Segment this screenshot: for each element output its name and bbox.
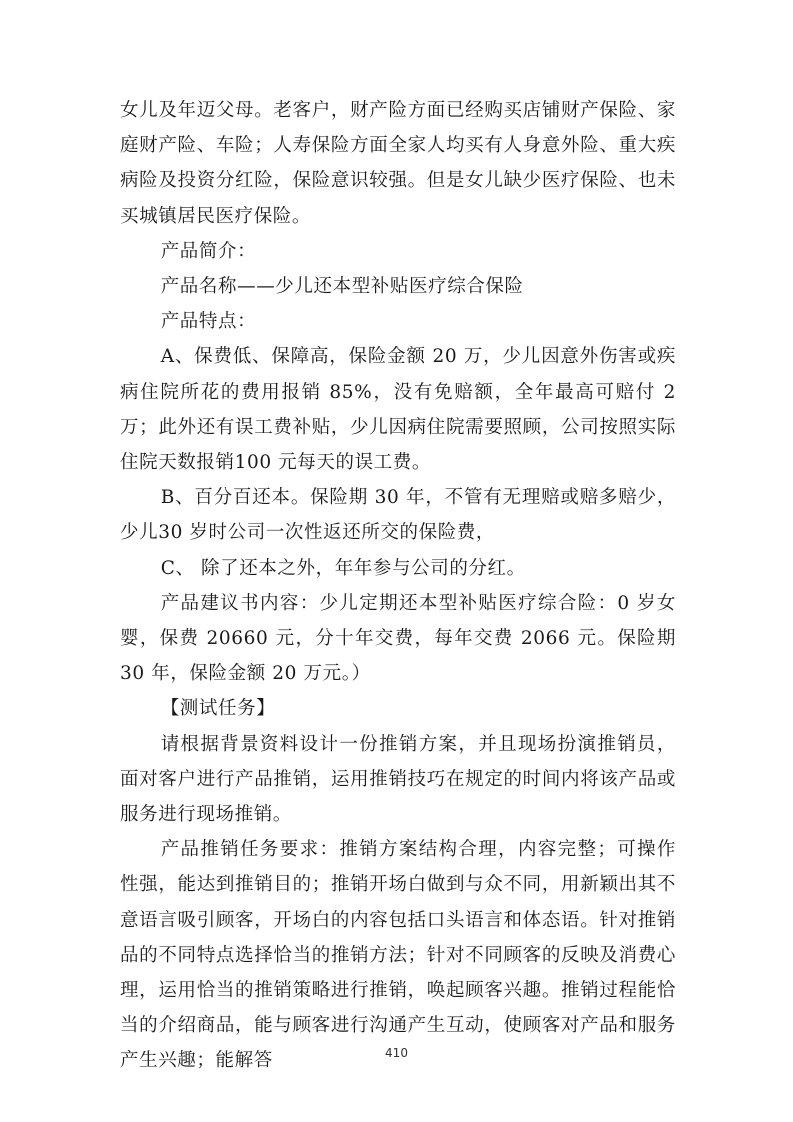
paragraph-test-task-heading: 【测试任务】 bbox=[160, 698, 276, 720]
paragraph-product-features-heading: 产品特点： bbox=[160, 311, 257, 333]
paragraph-task-requirements: 产品推销任务要求：推销方案结构合理，内容完整；可操作性强，能达到推销目的；推销开场白做到与众不同，用新颖出其不意语言吸引顾客，开场白的内容包括口头语言和体态语。针对推销品的不同特点选择恰当的推销方法；针对不同顾客的反映及消费心理，运用恰当的推销策略进行推销，唤起顾客兴趣。推销过程能恰当的介绍商品，能与顾客进行沟通产生互动，使顾客对产品和服务产生兴趣；能解答 bbox=[120, 839, 676, 1072]
paragraph-feature-b: B、百分百还本。保险期 30 年，不管有无理赔或赔多赔少，少儿30 岁时公司一次性返还所交的保险费， bbox=[120, 487, 676, 544]
paragraph-test-task: 请根据背景资料设计一份推销方案，并且现场扮演推销员，面对客户进行产品推销，运用推销技巧在规定的时间内将该产品或服务进行现场推销。 bbox=[120, 733, 676, 826]
paragraph-proposal-content: 产品建议书内容：少儿定期还本型补贴医疗综合险：0 岁女婴，保费 20660 元，分十年交费，每年交费 2066 元。保险期 30 年，保险金额 20 万元。） bbox=[120, 592, 676, 685]
paragraph-product-name: 产品名称——少儿还本型补贴医疗综合保险 bbox=[160, 276, 524, 298]
paragraph-product-intro-heading: 产品简介： bbox=[160, 240, 257, 262]
paragraph-feature-a: A、保费低、保障高，保险金额 20 万，少儿因意外伤害或疾病住院所花的费用报销 85%，没有免赔额，全年最高可赔付 2 万；此外还有误工费补贴，少儿因病住院需要照顾，公司按照实际住院天数报销100 元每天的误工费。 bbox=[120, 346, 676, 474]
body-text bbox=[120, 93, 676, 1079]
page-number: 410 bbox=[385, 1046, 408, 1060]
paragraph-feature-c: C、 除了还本之外，年年参与公司的分红。 bbox=[160, 557, 526, 579]
paragraph-background-continued: 女儿及年迈父母。老客户，财产险方面已经购买店铺财产保险、家庭财产险、车险；人寿保险方面全家人均买有人身意外险、重大疾病险及投资分红险，保险意识较强。但是女儿缺少医疗保险、也未买城镇居民医疗保险。 bbox=[120, 100, 676, 227]
